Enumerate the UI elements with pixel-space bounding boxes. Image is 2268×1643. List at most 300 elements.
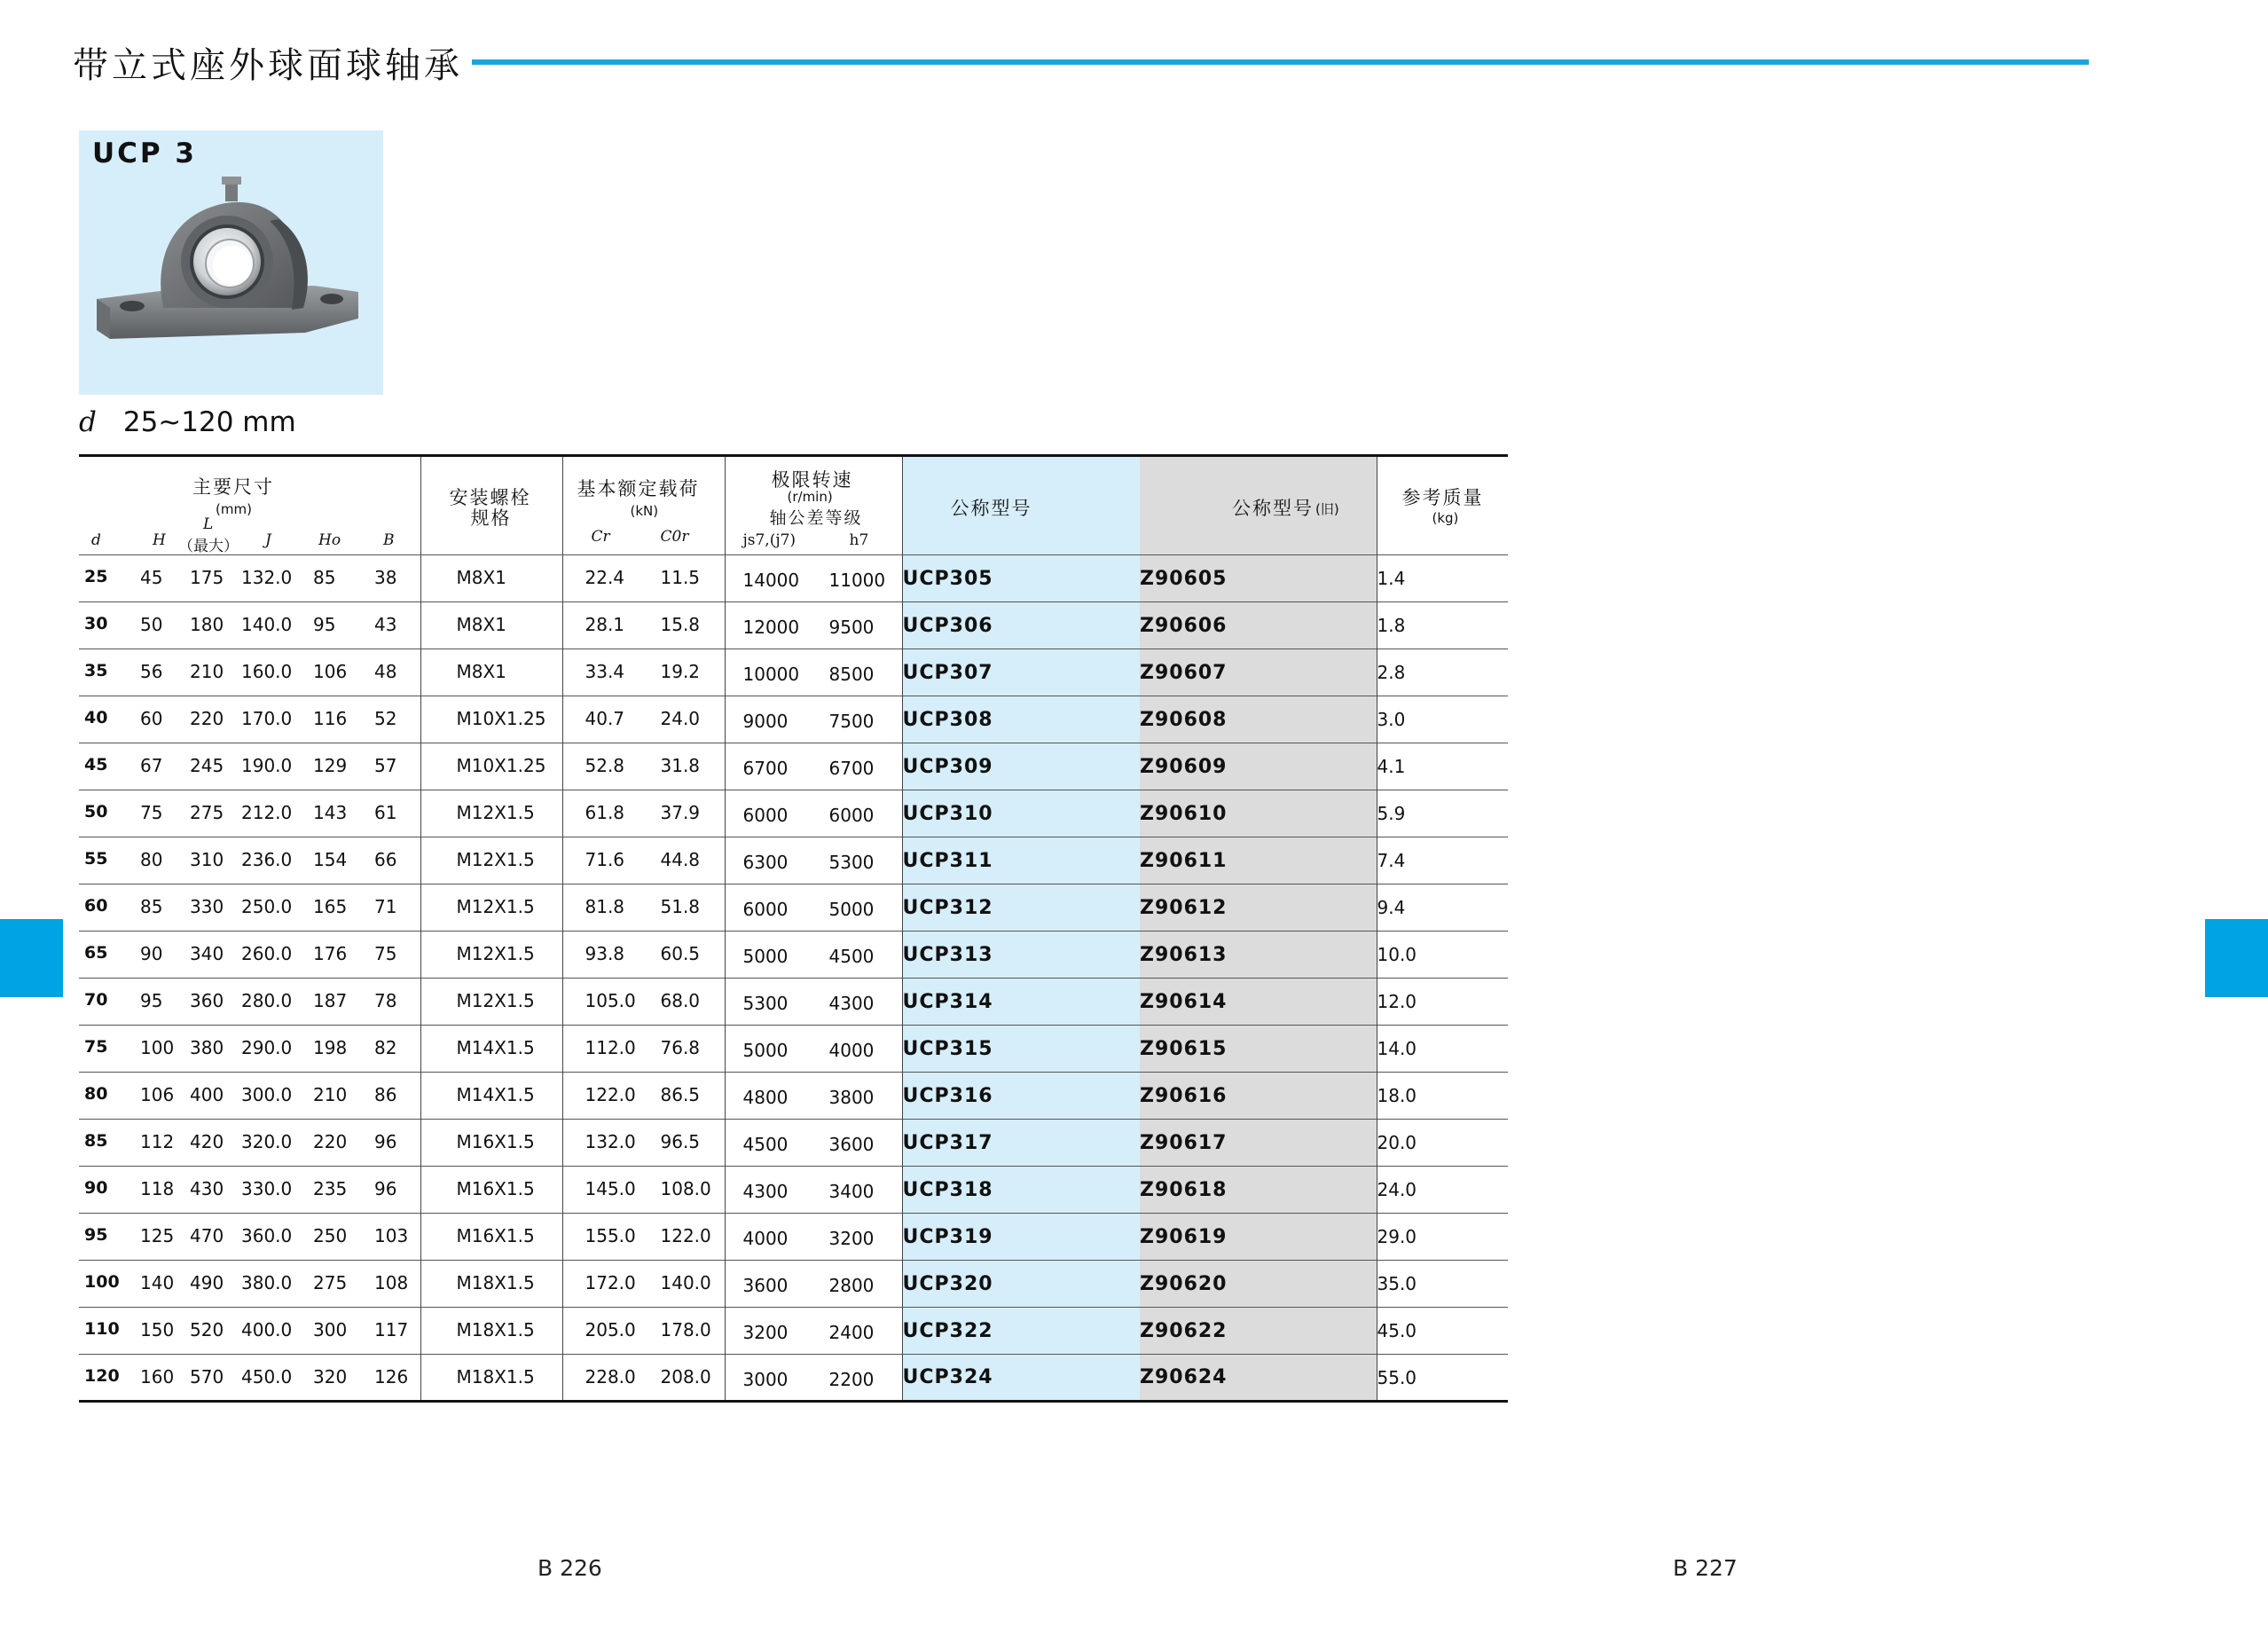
cell-ho: 275	[313, 1272, 348, 1293]
cell-speed-h7: 7500	[828, 711, 875, 732]
bolt-cell	[420, 1261, 562, 1308]
mass-cell: 45.0	[1377, 1308, 1508, 1355]
cell-h: 140	[140, 1272, 175, 1293]
cell-j: 260.0	[241, 943, 293, 964]
cell-h: 56	[140, 661, 163, 682]
cell-l: 330	[190, 896, 224, 917]
series-label: UCP 3	[92, 138, 198, 169]
load-cell	[562, 1073, 725, 1120]
cell-cr: 61.8	[585, 802, 625, 823]
cell-l: 245	[190, 755, 224, 776]
speed-cell	[725, 649, 902, 696]
cell-c0r: 60.5	[660, 943, 701, 964]
cell-d: 120	[84, 1365, 120, 1386]
mass-cell: 10.0	[1377, 932, 1508, 979]
cell-j: 360.0	[241, 1225, 293, 1246]
cell-h: 60	[140, 708, 163, 729]
mass-cell: 4.1	[1377, 743, 1508, 790]
cell-cr: 28.1	[585, 614, 625, 635]
cell-h: 50	[140, 614, 163, 635]
cell-bolt: M8X1	[456, 614, 506, 635]
mass-cell: 20.0	[1377, 1120, 1508, 1167]
header-tolerance-h7: h7	[849, 531, 869, 549]
cell-speed-h7: 3800	[828, 1087, 875, 1108]
cell-cr: 22.4	[585, 567, 625, 588]
cell-speed-h7: 3400	[828, 1181, 875, 1202]
cell-c0r: 108.0	[660, 1178, 711, 1199]
cell-b: 126	[374, 1365, 409, 1388]
cell-j: 170.0	[241, 708, 293, 729]
load-cell	[562, 649, 725, 696]
cell-j: 400.0	[241, 1319, 293, 1340]
table-row	[79, 696, 1508, 743]
cell-ho: 300	[313, 1319, 348, 1340]
cell-d: 95	[84, 1225, 108, 1245]
cell-d: 100	[84, 1272, 120, 1292]
cell-h: 95	[140, 990, 163, 1011]
cell-b: 117	[374, 1319, 409, 1340]
cell-b: 57	[374, 755, 397, 776]
cell-c0r: 19.2	[660, 661, 701, 682]
model-cell: UCP313	[902, 932, 1140, 979]
title-rule	[472, 59, 2089, 65]
old-model-cell: Z90611	[1140, 837, 1377, 884]
cell-l: 340	[190, 943, 224, 964]
speed-cell	[725, 1355, 902, 1402]
old-model-cell: Z90606	[1140, 602, 1377, 649]
cell-bolt: M12X1.5	[456, 849, 535, 870]
cell-c0r: 31.8	[660, 755, 701, 776]
cell-h: 80	[140, 849, 163, 870]
cell-l: 490	[190, 1272, 224, 1293]
dimensions-cell	[79, 1026, 420, 1073]
bolt-cell	[420, 1120, 562, 1167]
cell-ho: 187	[313, 990, 348, 1011]
mass-cell: 18.0	[1377, 1073, 1508, 1120]
bolt-cell	[420, 696, 562, 743]
cell-cr: 132.0	[585, 1131, 636, 1152]
cell-h: 45	[140, 567, 163, 588]
header-old-model-note: (旧)	[1315, 501, 1339, 517]
cell-bolt: M16X1.5	[456, 1131, 535, 1152]
cell-h: 85	[140, 896, 163, 917]
cell-d: 25	[84, 567, 108, 586]
bolt-cell	[420, 1073, 562, 1120]
header-symbol-h: H	[153, 531, 166, 549]
cell-j: 450.0	[241, 1365, 293, 1388]
cell-c0r: 76.8	[660, 1037, 701, 1058]
cell-speed-js7: 4500	[742, 1134, 789, 1155]
table-row	[79, 1261, 1508, 1308]
speed-cell	[725, 932, 902, 979]
cell-c0r: 140.0	[660, 1272, 711, 1293]
header-load-rating	[562, 456, 725, 555]
mass-cell: 1.4	[1377, 555, 1508, 602]
dimensions-cell	[79, 602, 420, 649]
cell-speed-js7: 6700	[742, 758, 789, 779]
cell-ho: 116	[313, 708, 348, 729]
cell-bolt: M12X1.5	[456, 990, 535, 1011]
speed-cell	[725, 555, 902, 602]
table-row	[79, 602, 1508, 649]
speed-cell	[725, 1073, 902, 1120]
speed-cell	[725, 743, 902, 790]
load-cell	[562, 790, 725, 837]
bolt-cell	[420, 837, 562, 884]
cell-cr: 40.7	[585, 708, 625, 729]
header-bolt-line1: 安装螺栓	[449, 487, 531, 508]
load-cell	[562, 1167, 725, 1214]
cell-bolt: M14X1.5	[456, 1084, 535, 1105]
cell-cr: 93.8	[585, 943, 625, 964]
cell-b: 43	[374, 614, 397, 635]
cell-h: 100	[140, 1037, 175, 1058]
speed-cell	[725, 979, 902, 1026]
cell-c0r: 96.5	[660, 1131, 701, 1152]
cell-j: 160.0	[241, 661, 293, 682]
dimensions-cell	[79, 1308, 420, 1355]
cell-l: 430	[190, 1178, 224, 1199]
cell-c0r: 86.5	[660, 1084, 701, 1105]
cell-ho: 176	[313, 943, 348, 964]
model-cell: UCP317	[902, 1120, 1140, 1167]
model-cell: UCP320	[902, 1261, 1140, 1308]
cell-cr: 112.0	[585, 1037, 636, 1058]
cell-h: 112	[140, 1131, 175, 1152]
mass-cell: 3.0	[1377, 696, 1508, 743]
model-cell: UCP311	[902, 837, 1140, 884]
speed-cell	[725, 1026, 902, 1073]
table-row	[79, 743, 1508, 790]
header-symbol-l: L	[203, 515, 214, 533]
cell-j: 280.0	[241, 990, 293, 1011]
speed-cell	[725, 837, 902, 884]
cell-ho: 95	[313, 614, 336, 635]
cell-c0r: 208.0	[660, 1365, 711, 1388]
dimensions-cell	[79, 1355, 420, 1402]
dimensions-cell	[79, 790, 420, 837]
cell-c0r: 178.0	[660, 1319, 711, 1340]
cell-d: 60	[84, 896, 108, 916]
table-row	[79, 1167, 1508, 1214]
header-main-dimensions	[79, 456, 420, 555]
dimensions-cell	[79, 696, 420, 743]
load-cell	[562, 1355, 725, 1402]
cell-ho: 85	[313, 567, 336, 588]
mass-cell: 7.4	[1377, 837, 1508, 884]
product-image-panel	[79, 130, 383, 395]
mass-cell: 9.4	[1377, 884, 1508, 932]
cell-l: 420	[190, 1131, 224, 1152]
header-model-label: 公称型号	[950, 498, 1032, 519]
cell-cr: 155.0	[585, 1225, 636, 1246]
cell-d: 80	[84, 1084, 108, 1104]
bore-range-value: 25~120 mm	[122, 406, 296, 438]
model-cell: UCP309	[902, 743, 1140, 790]
table-row	[79, 649, 1508, 696]
model-cell: UCP307	[902, 649, 1140, 696]
cell-h: 75	[140, 802, 163, 823]
cell-speed-js7: 4300	[742, 1181, 789, 1202]
cell-j: 132.0	[241, 567, 293, 588]
cell-speed-js7: 5000	[742, 1040, 789, 1061]
old-model-cell: Z90622	[1140, 1308, 1377, 1355]
cell-cr: 81.8	[585, 896, 625, 917]
dimensions-cell	[79, 1261, 420, 1308]
cell-l: 310	[190, 849, 224, 870]
load-cell	[562, 696, 725, 743]
cell-speed-js7: 4800	[742, 1087, 789, 1108]
model-cell: UCP312	[902, 884, 1140, 932]
cell-ho: 210	[313, 1084, 348, 1105]
cell-j: 320.0	[241, 1131, 293, 1152]
mass-cell: 2.8	[1377, 649, 1508, 696]
table-row	[79, 1308, 1508, 1355]
bolt-cell	[420, 1308, 562, 1355]
cell-bolt: M18X1.5	[456, 1319, 535, 1340]
cell-speed-h7: 2200	[828, 1368, 875, 1390]
cell-d: 110	[84, 1319, 120, 1339]
cell-d: 35	[84, 661, 108, 680]
load-cell	[562, 555, 725, 602]
cell-speed-js7: 14000	[742, 570, 800, 591]
header-old-model	[1140, 456, 1377, 555]
cell-d: 50	[84, 802, 108, 822]
cell-speed-h7: 3600	[828, 1134, 875, 1155]
cell-b: 75	[374, 943, 397, 964]
old-model-cell: Z90612	[1140, 884, 1377, 932]
cell-h: 160	[140, 1365, 175, 1388]
cell-ho: 220	[313, 1131, 348, 1152]
old-model-cell: Z90605	[1140, 555, 1377, 602]
cell-ho: 235	[313, 1178, 348, 1199]
speed-cell	[725, 602, 902, 649]
table-row	[79, 979, 1508, 1026]
cell-speed-h7: 5000	[828, 899, 875, 920]
header-bolt-line2: 规格	[470, 507, 512, 529]
cell-c0r: 122.0	[660, 1225, 711, 1246]
table-row	[79, 790, 1508, 837]
model-cell: UCP318	[902, 1167, 1140, 1214]
table-row	[79, 1026, 1508, 1073]
model-cell: UCP306	[902, 602, 1140, 649]
table-row	[79, 837, 1508, 884]
page-title: 带立式座外球面球轴承	[73, 45, 463, 86]
model-cell: UCP314	[902, 979, 1140, 1026]
cell-d: 70	[84, 990, 108, 1010]
cell-speed-js7: 6000	[742, 899, 789, 920]
cell-l: 400	[190, 1084, 224, 1105]
table-row	[79, 932, 1508, 979]
cell-b: 96	[374, 1178, 397, 1199]
cell-l: 210	[190, 661, 224, 682]
dimensions-cell	[79, 555, 420, 602]
speed-cell	[725, 696, 902, 743]
dimensions-cell	[79, 1214, 420, 1261]
cell-speed-h7: 3200	[828, 1228, 875, 1249]
header-symbol-b: B	[383, 531, 395, 549]
bore-symbol: d	[79, 406, 97, 438]
speed-cell	[725, 884, 902, 932]
old-model-cell: Z90618	[1140, 1167, 1377, 1214]
cell-speed-h7: 11000	[828, 570, 886, 591]
cell-j: 300.0	[241, 1084, 293, 1105]
load-cell	[562, 884, 725, 932]
mass-cell: 35.0	[1377, 1261, 1508, 1308]
cell-b: 78	[374, 990, 397, 1011]
page-number-right: B 227	[1673, 1555, 1738, 1581]
mass-cell: 29.0	[1377, 1214, 1508, 1261]
old-model-cell: Z90607	[1140, 649, 1377, 696]
cell-ho: 154	[313, 849, 348, 870]
cell-j: 330.0	[241, 1178, 293, 1199]
cell-cr: 33.4	[585, 661, 625, 682]
header-load-label: 基本额定载荷	[577, 478, 700, 499]
cell-speed-js7: 4000	[742, 1228, 789, 1249]
cell-speed-js7: 6300	[742, 852, 789, 873]
cell-bolt: M12X1.5	[456, 943, 535, 964]
left-chapter-tab	[0, 919, 63, 997]
cell-d: 45	[84, 755, 108, 774]
bolt-cell	[420, 743, 562, 790]
load-cell	[562, 932, 725, 979]
cell-c0r: 51.8	[660, 896, 701, 917]
page-number-left: B 226	[538, 1555, 602, 1581]
header-main-dimensions-unit: (mm)	[216, 501, 252, 517]
bolt-cell	[420, 649, 562, 696]
cell-speed-js7: 9000	[742, 711, 789, 732]
header-mass-unit: (kg)	[1432, 510, 1459, 526]
cell-c0r: 68.0	[660, 990, 701, 1011]
header-speed-unit: (r/min)	[787, 489, 833, 505]
old-model-cell: Z90617	[1140, 1120, 1377, 1167]
table-row	[79, 1120, 1508, 1167]
model-cell: UCP319	[902, 1214, 1140, 1261]
header-symbol-j: J	[265, 531, 271, 549]
table-header-row	[79, 456, 1508, 555]
old-model-cell: Z90616	[1140, 1073, 1377, 1120]
specification-table	[79, 454, 1508, 1403]
load-cell	[562, 1308, 725, 1355]
header-symbol-l-note: （最大）	[178, 538, 239, 555]
cell-l: 570	[190, 1365, 224, 1388]
cell-cr: 145.0	[585, 1178, 636, 1199]
cell-ho: 106	[313, 661, 348, 682]
load-cell	[562, 1214, 725, 1261]
cell-ho: 143	[313, 802, 348, 823]
old-model-cell: Z90615	[1140, 1026, 1377, 1073]
cell-cr: 52.8	[585, 755, 625, 776]
bolt-cell	[420, 1167, 562, 1214]
dimensions-cell	[79, 649, 420, 696]
cell-l: 175	[190, 567, 224, 588]
bolt-cell	[420, 602, 562, 649]
cell-bolt: M12X1.5	[456, 896, 535, 917]
load-cell	[562, 837, 725, 884]
header-speed	[725, 456, 902, 555]
speed-cell	[725, 790, 902, 837]
cell-h: 150	[140, 1319, 175, 1340]
dimensions-cell	[79, 1120, 420, 1167]
cell-speed-h7: 6700	[828, 758, 875, 779]
mass-cell: 5.9	[1377, 790, 1508, 837]
table-body	[79, 555, 1508, 1402]
cell-ho: 198	[313, 1037, 348, 1058]
cell-bolt: M8X1	[456, 567, 506, 588]
bolt-cell	[420, 1355, 562, 1402]
model-cell: UCP315	[902, 1026, 1140, 1073]
header-tolerance-js7: js7,(j7)	[742, 531, 797, 549]
table-row	[79, 1214, 1508, 1261]
right-chapter-tab	[2205, 919, 2268, 997]
cell-bolt: M10X1.25	[456, 708, 546, 729]
cell-b: 82	[374, 1037, 397, 1058]
cell-c0r: 11.5	[660, 567, 701, 588]
cell-speed-h7: 9500	[828, 617, 875, 638]
dimensions-cell	[79, 884, 420, 932]
mass-cell: 1.8	[1377, 602, 1508, 649]
cell-j: 190.0	[241, 755, 293, 776]
header-load-unit: (kN)	[630, 503, 659, 519]
cell-speed-js7: 3600	[742, 1275, 789, 1296]
old-model-cell: Z90609	[1140, 743, 1377, 790]
cell-cr: 71.6	[585, 849, 625, 870]
cell-b: 86	[374, 1084, 397, 1105]
dimensions-cell	[79, 1167, 420, 1214]
load-cell	[562, 1261, 725, 1308]
cell-bolt: M16X1.5	[456, 1178, 535, 1199]
cell-b: 61	[374, 802, 397, 823]
cell-h: 90	[140, 943, 163, 964]
header-mass-label: 参考质量	[1401, 487, 1484, 508]
cell-cr: 122.0	[585, 1084, 636, 1105]
mass-cell: 24.0	[1377, 1167, 1508, 1214]
mass-cell: 14.0	[1377, 1026, 1508, 1073]
dimensions-cell	[79, 932, 420, 979]
cell-speed-js7: 5300	[742, 993, 789, 1014]
cell-speed-h7: 4500	[828, 946, 875, 967]
bolt-cell	[420, 932, 562, 979]
cell-b: 71	[374, 896, 397, 917]
cell-bolt: M18X1.5	[456, 1365, 535, 1388]
cell-speed-js7: 5000	[742, 946, 789, 967]
cell-cr: 105.0	[585, 990, 636, 1011]
old-model-cell: Z90608	[1140, 696, 1377, 743]
speed-cell	[725, 1214, 902, 1261]
header-model	[902, 456, 1140, 555]
old-model-cell: Z90624	[1140, 1355, 1377, 1402]
model-cell: UCP308	[902, 696, 1140, 743]
cell-speed-h7: 6000	[828, 805, 875, 826]
header-bolt	[420, 456, 562, 555]
bolt-cell	[420, 1214, 562, 1261]
mass-cell: 55.0	[1377, 1355, 1508, 1402]
bolt-cell	[420, 1026, 562, 1073]
old-model-cell: Z90613	[1140, 932, 1377, 979]
cell-j: 140.0	[241, 614, 293, 635]
cell-d: 85	[84, 1131, 108, 1151]
cell-c0r: 24.0	[660, 708, 701, 729]
bolt-cell	[420, 979, 562, 1026]
table-row	[79, 884, 1508, 932]
bolt-cell	[420, 790, 562, 837]
cell-speed-h7: 5300	[828, 852, 875, 873]
cell-j: 212.0	[241, 802, 293, 823]
header-speed-label: 极限转速	[771, 469, 853, 491]
header-symbol-ho: Ho	[318, 531, 341, 549]
old-model-cell: Z90610	[1140, 790, 1377, 837]
cell-l: 380	[190, 1037, 224, 1058]
